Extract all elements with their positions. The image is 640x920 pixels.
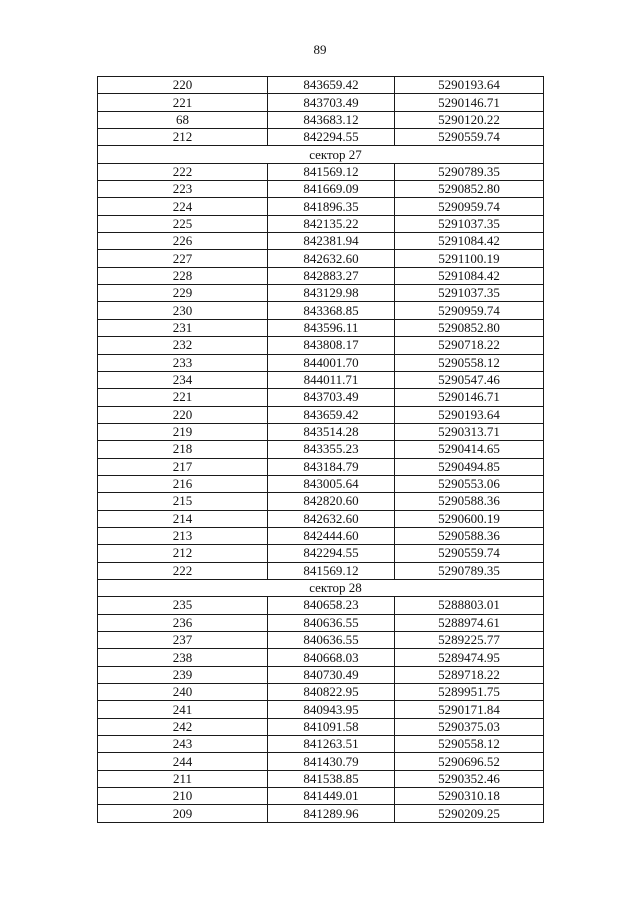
point-number-cell: 223 [98, 181, 268, 198]
x-coordinate-cell: 843355.23 [268, 441, 395, 458]
x-coordinate-cell: 843596.11 [268, 319, 395, 336]
table-row [98, 319, 544, 336]
y-coordinate-cell: 5290588.36 [395, 527, 544, 544]
point-number-cell: 241 [98, 701, 268, 718]
table-row [98, 94, 544, 111]
page-number: 89 [313, 42, 327, 57]
x-coordinate-cell: 841263.51 [268, 736, 395, 753]
table-row [98, 684, 544, 701]
x-coordinate-cell: 840658.23 [268, 597, 395, 614]
y-coordinate-cell: 5290696.52 [395, 753, 544, 770]
y-coordinate-cell: 5290146.71 [395, 389, 544, 406]
table-row [98, 788, 544, 805]
point-number-cell: 237 [98, 632, 268, 649]
x-coordinate-cell: 842820.60 [268, 493, 395, 510]
y-coordinate-cell: 5290209.25 [395, 805, 544, 822]
x-coordinate-cell: 842294.55 [268, 129, 395, 146]
table-row [98, 337, 544, 354]
y-coordinate-cell: 5291100.19 [395, 250, 544, 267]
table-row [98, 111, 544, 128]
x-coordinate-cell: 842632.60 [268, 250, 395, 267]
x-coordinate-cell: 840943.95 [268, 701, 395, 718]
table-row [98, 666, 544, 683]
y-coordinate-cell: 5290558.12 [395, 354, 544, 371]
point-number-cell: 232 [98, 337, 268, 354]
table-row [98, 493, 544, 510]
y-coordinate-cell: 5289951.75 [395, 684, 544, 701]
y-coordinate-cell: 5291037.35 [395, 285, 544, 302]
point-number-cell: 216 [98, 475, 268, 492]
x-coordinate-cell: 842135.22 [268, 215, 395, 232]
table-row [98, 129, 544, 146]
point-number-cell: 227 [98, 250, 268, 267]
table-row [98, 423, 544, 440]
x-coordinate-cell: 840730.49 [268, 666, 395, 683]
coordinates-table [97, 76, 544, 823]
x-coordinate-cell: 842632.60 [268, 510, 395, 527]
table-row [98, 458, 544, 475]
point-number-cell: 214 [98, 510, 268, 527]
y-coordinate-cell: 5290959.74 [395, 198, 544, 215]
point-number-cell: 229 [98, 285, 268, 302]
x-coordinate-cell: 843005.64 [268, 475, 395, 492]
y-coordinate-cell: 5290146.71 [395, 94, 544, 111]
y-coordinate-cell: 5289718.22 [395, 666, 544, 683]
sector-cell [98, 579, 544, 596]
point-number-cell: 211 [98, 770, 268, 787]
x-coordinate-cell: 842883.27 [268, 267, 395, 284]
y-coordinate-cell: 5290789.35 [395, 562, 544, 579]
table-row [98, 545, 544, 562]
y-coordinate-cell: 5290559.74 [395, 129, 544, 146]
x-coordinate-cell: 843129.98 [268, 285, 395, 302]
x-coordinate-cell: 841669.09 [268, 181, 395, 198]
x-coordinate-cell: 843659.42 [268, 406, 395, 423]
y-coordinate-cell: 5290547.46 [395, 371, 544, 388]
x-coordinate-cell: 842381.94 [268, 233, 395, 250]
x-coordinate-cell: 844011.71 [268, 371, 395, 388]
point-number-cell: 222 [98, 562, 268, 579]
x-coordinate-cell: 841538.85 [268, 770, 395, 787]
x-coordinate-cell: 841289.96 [268, 805, 395, 822]
point-number-cell: 228 [98, 267, 268, 284]
x-coordinate-cell: 842444.60 [268, 527, 395, 544]
y-coordinate-cell: 5290558.12 [395, 736, 544, 753]
y-coordinate-cell: 5290718.22 [395, 337, 544, 354]
point-number-cell: 222 [98, 163, 268, 180]
y-coordinate-cell: 5290588.36 [395, 493, 544, 510]
table-row [98, 597, 544, 614]
sector-header-row [98, 579, 544, 596]
table-row [98, 302, 544, 319]
point-number-cell: 230 [98, 302, 268, 319]
table-row [98, 215, 544, 232]
sector-label: сектор 28 [309, 580, 362, 596]
table-row [98, 753, 544, 770]
point-number-cell: 219 [98, 423, 268, 440]
y-coordinate-cell: 5290852.80 [395, 319, 544, 336]
point-number-cell: 243 [98, 736, 268, 753]
x-coordinate-cell: 843703.49 [268, 94, 395, 111]
table-row [98, 371, 544, 388]
table-row [98, 736, 544, 753]
point-number-cell: 210 [98, 788, 268, 805]
point-number-cell: 217 [98, 458, 268, 475]
y-coordinate-cell: 5291084.42 [395, 233, 544, 250]
x-coordinate-cell: 841449.01 [268, 788, 395, 805]
y-coordinate-cell: 5290494.85 [395, 458, 544, 475]
point-number-cell: 225 [98, 215, 268, 232]
point-number-cell: 212 [98, 129, 268, 146]
table-row [98, 181, 544, 198]
table-row [98, 649, 544, 666]
table-row [98, 441, 544, 458]
x-coordinate-cell: 841896.35 [268, 198, 395, 215]
point-number-cell: 215 [98, 493, 268, 510]
table-row [98, 267, 544, 284]
point-number-cell: 213 [98, 527, 268, 544]
point-number-cell: 238 [98, 649, 268, 666]
point-number-cell: 226 [98, 233, 268, 250]
x-coordinate-cell: 841430.79 [268, 753, 395, 770]
y-coordinate-cell: 5290193.64 [395, 406, 544, 423]
table-row [98, 233, 544, 250]
table-row [98, 285, 544, 302]
table-row [98, 614, 544, 631]
point-number-cell: 220 [98, 77, 268, 94]
x-coordinate-cell: 840636.55 [268, 632, 395, 649]
y-coordinate-cell: 5291037.35 [395, 215, 544, 232]
point-number-cell: 236 [98, 614, 268, 631]
x-coordinate-cell: 840822.95 [268, 684, 395, 701]
y-coordinate-cell: 5290559.74 [395, 545, 544, 562]
table-row [98, 632, 544, 649]
point-number-cell: 221 [98, 389, 268, 406]
table-row [98, 163, 544, 180]
y-coordinate-cell: 5290310.18 [395, 788, 544, 805]
y-coordinate-cell: 5290852.80 [395, 181, 544, 198]
x-coordinate-cell: 843703.49 [268, 389, 395, 406]
x-coordinate-cell: 842294.55 [268, 545, 395, 562]
table-row [98, 250, 544, 267]
table-row [98, 354, 544, 371]
x-coordinate-cell: 843184.79 [268, 458, 395, 475]
table-row [98, 701, 544, 718]
y-coordinate-cell: 5288803.01 [395, 597, 544, 614]
x-coordinate-cell: 841091.58 [268, 718, 395, 735]
y-coordinate-cell: 5290313.71 [395, 423, 544, 440]
point-number-cell: 239 [98, 666, 268, 683]
y-coordinate-cell: 5290600.19 [395, 510, 544, 527]
y-coordinate-cell: 5290553.06 [395, 475, 544, 492]
point-number-cell: 234 [98, 371, 268, 388]
sector-label: сектор 27 [309, 146, 362, 162]
sector-header-row [98, 146, 544, 163]
point-number-cell: 221 [98, 94, 268, 111]
y-coordinate-cell: 5290171.84 [395, 701, 544, 718]
point-number-cell: 244 [98, 753, 268, 770]
point-number-cell: 209 [98, 805, 268, 822]
x-coordinate-cell: 841569.12 [268, 163, 395, 180]
x-coordinate-cell: 843514.28 [268, 423, 395, 440]
point-number-cell: 224 [98, 198, 268, 215]
point-number-cell: 218 [98, 441, 268, 458]
y-coordinate-cell: 5290375.03 [395, 718, 544, 735]
table-row [98, 475, 544, 492]
y-coordinate-cell: 5290959.74 [395, 302, 544, 319]
y-coordinate-cell: 5290414.65 [395, 441, 544, 458]
table-row [98, 805, 544, 822]
point-number-cell: 220 [98, 406, 268, 423]
table-row [98, 198, 544, 215]
point-number-cell: 233 [98, 354, 268, 371]
point-number-cell: 242 [98, 718, 268, 735]
table-row [98, 527, 544, 544]
table-row [98, 389, 544, 406]
x-coordinate-cell: 843808.17 [268, 337, 395, 354]
y-coordinate-cell: 5290193.64 [395, 77, 544, 94]
y-coordinate-cell: 5290789.35 [395, 163, 544, 180]
y-coordinate-cell: 5288974.61 [395, 614, 544, 631]
x-coordinate-cell: 840668.03 [268, 649, 395, 666]
table-row [98, 406, 544, 423]
point-number-cell: 240 [98, 684, 268, 701]
y-coordinate-cell: 5290352.46 [395, 770, 544, 787]
table-row [98, 718, 544, 735]
x-coordinate-cell: 841569.12 [268, 562, 395, 579]
point-number-cell: 68 [98, 111, 268, 128]
y-coordinate-cell: 5290120.22 [395, 111, 544, 128]
table-row [98, 562, 544, 579]
point-number-cell: 235 [98, 597, 268, 614]
table-row [98, 77, 544, 94]
table-row [98, 510, 544, 527]
x-coordinate-cell: 843659.42 [268, 77, 395, 94]
x-coordinate-cell: 840636.55 [268, 614, 395, 631]
coordinates-table-body [98, 77, 544, 823]
point-number-cell: 212 [98, 545, 268, 562]
point-number-cell: 231 [98, 319, 268, 336]
x-coordinate-cell: 843368.85 [268, 302, 395, 319]
y-coordinate-cell: 5291084.42 [395, 267, 544, 284]
y-coordinate-cell: 5289225.77 [395, 632, 544, 649]
x-coordinate-cell: 843683.12 [268, 111, 395, 128]
sector-cell [98, 146, 544, 163]
table-row [98, 770, 544, 787]
x-coordinate-cell: 844001.70 [268, 354, 395, 371]
y-coordinate-cell: 5289474.95 [395, 649, 544, 666]
